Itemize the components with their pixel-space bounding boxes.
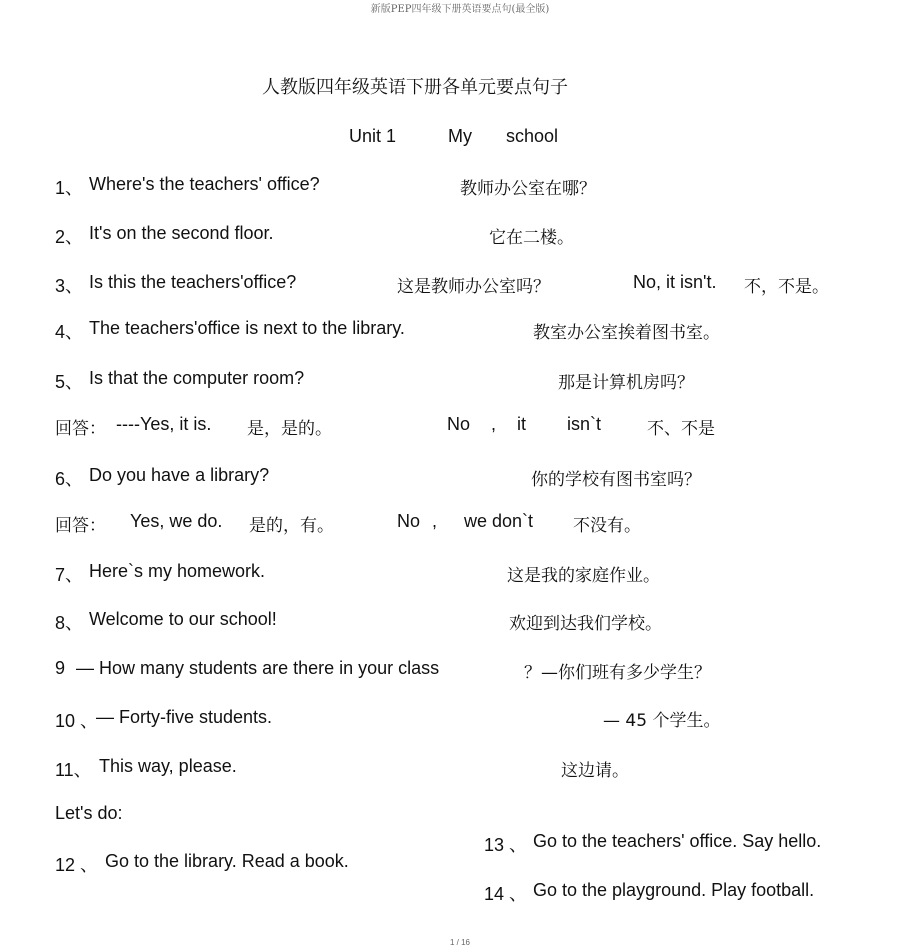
line-11-number: 11、: [55, 760, 92, 780]
line-10-english: — Forty-five students.: [96, 707, 273, 727]
line-2-number: 2、: [55, 227, 84, 247]
answer-6-no: No: [397, 511, 421, 531]
line-10-number: 10 、: [55, 711, 99, 731]
line-3-number: 3、: [55, 276, 84, 296]
unit-word-my: My: [448, 126, 472, 146]
answer-5-comma: ,: [491, 414, 497, 434]
answer-5-label: 回答：: [55, 419, 106, 439]
unit-word-school: school: [506, 126, 559, 146]
line-3-english: Is this the teachers'office?: [89, 272, 297, 292]
line-13-number: 13 、: [484, 835, 528, 855]
line-9-number: 9: [55, 658, 66, 678]
line-1-number: 1、: [55, 178, 84, 198]
answer-5-it: it: [517, 414, 526, 434]
line-9-english: — How many students are there in your class: [76, 658, 440, 678]
line-4-english: The teachers'office is next to the library.: [89, 318, 405, 338]
line-6-chinese: 你的学校有图书室吗？: [531, 470, 701, 490]
line-10-chinese: — 45 个学生。: [603, 711, 721, 731]
answer-6-no-chinese: 不没有。: [573, 516, 641, 536]
line-7-english: Here`s my homework.: [89, 561, 266, 581]
line-12-english: Go to the library. Read a book.: [105, 851, 349, 871]
line-8-number: 8、: [55, 613, 84, 633]
line-6-number: 6、: [55, 469, 84, 489]
answer-6-comma: ,: [432, 511, 438, 531]
answer-6-dont: we don`t: [464, 511, 534, 531]
line-2-chinese: 它在二楼。: [489, 228, 574, 248]
unit-label: Unit 1: [349, 126, 397, 146]
answer-5-no-chinese: 不、不是: [647, 419, 715, 439]
line-1-chinese: 教师办公室在哪？: [460, 179, 596, 199]
running-header: 新版PEP四年级下册英语要点句(最全版): [370, 4, 550, 15]
answer-6-yes-chinese: 是的，有。: [249, 516, 334, 536]
line-4-number: 4、: [55, 322, 84, 342]
document-title: 人教版四年级英语下册各单元要点句子: [262, 77, 568, 98]
line-2-english: It's on the second floor.: [89, 223, 274, 243]
line-6-english: Do you have a library?: [89, 465, 270, 485]
line-14-english: Go to the playground. Play football.: [533, 880, 815, 900]
line-1-english: Where's the teachers' office?: [89, 174, 320, 194]
line-3-chinese: 这是教师办公室吗？: [397, 277, 550, 297]
line-11-chinese: 这边请。: [561, 761, 629, 781]
line-13-english: Go to the teachers' office. Say hello.: [533, 831, 822, 851]
line-9-chinese: ？—你们班有多少学生？: [524, 663, 711, 683]
line-11-english: This way, please.: [99, 756, 237, 776]
answer-5-isnt: isn`t: [567, 414, 602, 434]
answer-5-no: No: [447, 414, 471, 434]
line-5-number: 5、: [55, 372, 84, 392]
line-3-answer-chinese: 不，不是。: [744, 277, 829, 297]
answer-5-yes-chinese: 是，是的。: [247, 419, 332, 439]
answer-5-yes: ----Yes, it is.: [116, 414, 212, 434]
line-3-answer-english: No, it isn't.: [633, 272, 717, 292]
line-7-chinese: 这是我的家庭作业。: [507, 566, 660, 586]
line-5-chinese: 那是计算机房吗？: [558, 373, 694, 393]
answer-6-label: 回答：: [55, 516, 106, 536]
answer-6-yes: Yes, we do.: [130, 511, 223, 531]
page-number: 1 / 16: [449, 938, 470, 947]
line-8-chinese: 欢迎到达我们学校。: [509, 614, 662, 634]
line-7-number: 7、: [55, 565, 84, 585]
line-4-chinese: 教室办公室挨着图书室。: [533, 323, 720, 343]
line-14-number: 14 、: [484, 884, 528, 904]
line-5-english: Is that the computer room?: [89, 368, 305, 388]
lets-do-heading: Let's do:: [55, 803, 123, 823]
line-8-english: Welcome to our school!: [89, 609, 277, 629]
line-12-number: 12 、: [55, 855, 99, 875]
